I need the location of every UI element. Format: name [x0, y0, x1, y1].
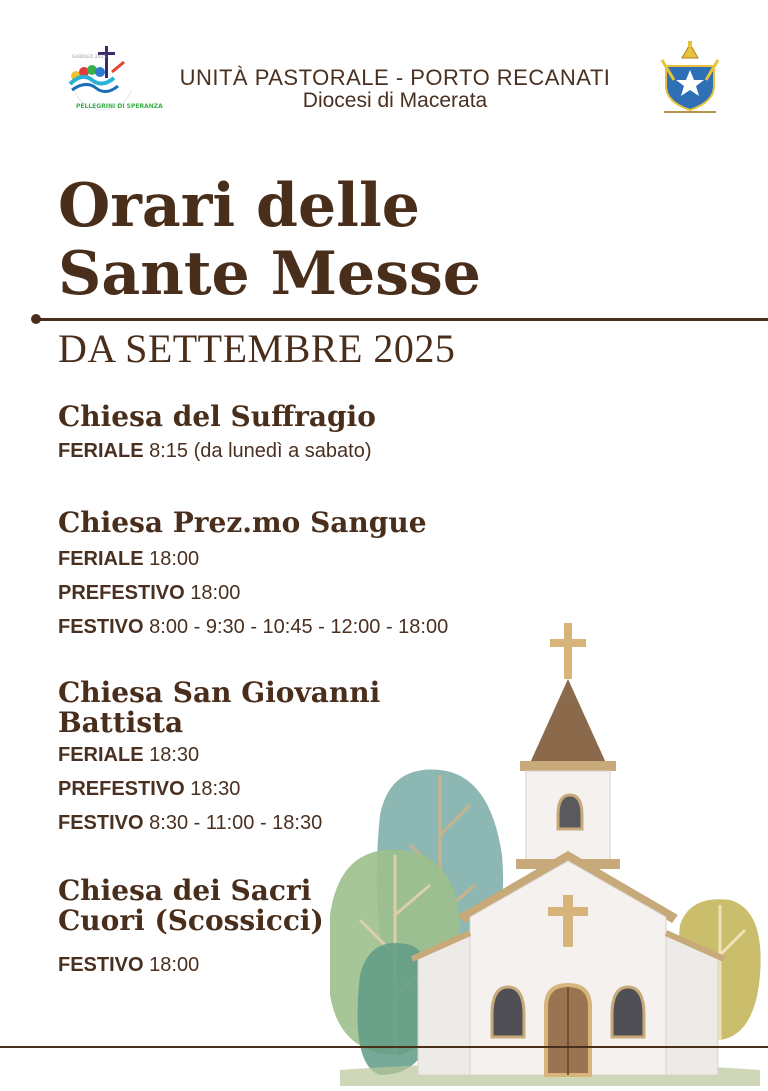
schedule-times: 18:00 [149, 548, 200, 570]
schedule-times: 18:00 [149, 954, 200, 976]
schedule-times: 18:30 [149, 744, 200, 766]
watercolor-church-icon [320, 615, 768, 1086]
divider-dot [31, 314, 41, 324]
diocese-coat-of-arms-icon [660, 40, 720, 116]
church-name-line-2: Cuori (Scossicci) [58, 904, 324, 937]
church-name-line-1: Chiesa San Giovanni [58, 676, 381, 709]
bottom-divider [0, 1046, 768, 1048]
schedule-label: FERIALE [58, 548, 144, 570]
logo-arc-text: PELLEGRINI DI SPERANZA [76, 103, 163, 110]
title-line-2: Sante Messe [58, 239, 481, 309]
church-name-line-2: Battista [58, 706, 184, 739]
schedule-times: 18:00 [190, 582, 241, 604]
schedule-row [58, 542, 448, 576]
subtitle: DA SETTEMBRE 2025 [58, 326, 456, 371]
schedule-times: 8:00 - 9:30 - 10:45 - 12:00 - 18:00 [149, 616, 449, 638]
title-divider [34, 318, 768, 321]
header [0, 0, 768, 140]
schedule-label: PREFESTIVO [58, 582, 185, 604]
church-name: Chiesa del Suffragio [58, 400, 376, 433]
schedule-label: FESTIVO [58, 812, 144, 834]
schedule-times: 8:30 - 11:00 - 18:30 [149, 812, 323, 834]
schedule-label: FERIALE [58, 744, 144, 766]
schedule-row [58, 434, 438, 468]
header-text [150, 66, 640, 112]
jubilee-2025-logo-icon [62, 42, 163, 116]
diocese-name: Diocesi di Macerata [302, 89, 488, 112]
logo-top-text: GIUBILEO 2025 [72, 55, 107, 60]
church-suffragio [58, 402, 438, 468]
church-name: Chiesa Prez.mo Sangue [58, 506, 427, 539]
schedule-label: FESTIVO [58, 954, 144, 976]
schedule-row [58, 576, 448, 610]
page-title [58, 172, 481, 308]
schedule-label: PREFESTIVO [58, 778, 185, 800]
title-line-1: Orari delle [58, 171, 420, 241]
schedule-label: FERIALE [58, 440, 144, 462]
schedule-times: 18:30 [190, 778, 241, 800]
schedule-label: FESTIVO [58, 616, 144, 638]
church-name-line-1: Chiesa dei Sacri [58, 874, 312, 907]
schedule-times: 8:15 (da lunedì a sabato) [149, 440, 372, 462]
pastoral-unit-name: UNITÀ PASTORALE - PORTO RECANATI [179, 65, 611, 90]
